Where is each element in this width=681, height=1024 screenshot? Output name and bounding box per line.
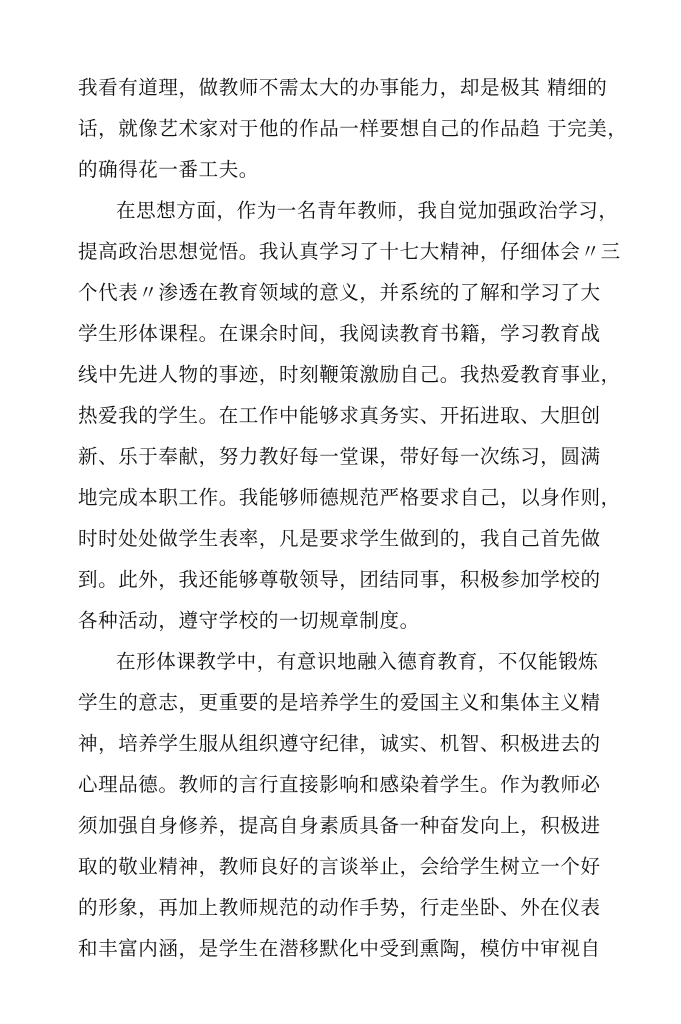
text-line: 个代表〃渗透在教育领域的意义，并系统的了解和学习了大 <box>78 281 601 304</box>
text-line: 的形象，再加上教师规范的动作手势，行走坐卧、外在仪表 <box>78 896 601 919</box>
paragraph-start-line: 在形体课教学中，有意识地融入德育教育，不仅能锻炼 <box>116 650 599 673</box>
text-line: 须加强自身修养，提高自身素质具备一种奋发向上，积极进 <box>78 814 601 837</box>
text-line: 时时处处做学生表率，凡是要求学生做到的，我自己首先做 <box>78 527 601 550</box>
text-line: 提高政治思想觉悟。我认真学习了十七大精神，仔细体会〃三 <box>78 240 621 263</box>
text-line: 学生的意志，更重要的是培养学生的爱国主义和集体主义精 <box>78 691 601 714</box>
text-line: 心理品德。教师的言行直接影响和感染着学生。作为教师必 <box>78 773 601 796</box>
text-line: 到。此外，我还能够尊敬领导，团结同事，积极参加学校的 <box>78 568 601 591</box>
text-line: 学生形体课程。在课余时间，我阅读教育书籍，学习教育战 <box>78 322 601 345</box>
text-line: 取的敬业精神，教师良好的言谈举止，会给学生树立一个好 <box>78 855 601 878</box>
text-line: 地完成本职工作。我能够师德规范严格要求自己，以身作则， <box>78 486 621 509</box>
text-line: 线中先进人物的事迹，时刻鞭策激励自己。我热爱教育事业， <box>78 363 621 386</box>
text-line: 热爱我的学生。在工作中能够求真务实、开拓进取、大胆创 <box>78 404 601 427</box>
text-line: 的确得花一番工夫。 <box>78 158 259 181</box>
text-line: 新、乐于奉献，努力教好每一堂课，带好每一次练习，圆满 <box>78 445 601 468</box>
text-line: 我看有道理，做教师不需太大的办事能力，却是极其 精细的 <box>78 76 608 99</box>
text-line: 各种活动，遵守学校的一切规章制度。 <box>78 609 420 632</box>
text-line: 话，就像艺术家对于他的作品一样要想自己的作品趋 于完美， <box>78 117 628 140</box>
text-line: 神，培养学生服从组织遵守纪律，诚实、机智、积极进去的 <box>78 732 601 755</box>
text-line: 和丰富内涵，是学生在潜移默化中受到熏陶，模仿中审视自 <box>78 937 601 960</box>
paragraph-start-line: 在思想方面，作为一名青年教师，我自觉加强政治学习， <box>116 199 619 222</box>
